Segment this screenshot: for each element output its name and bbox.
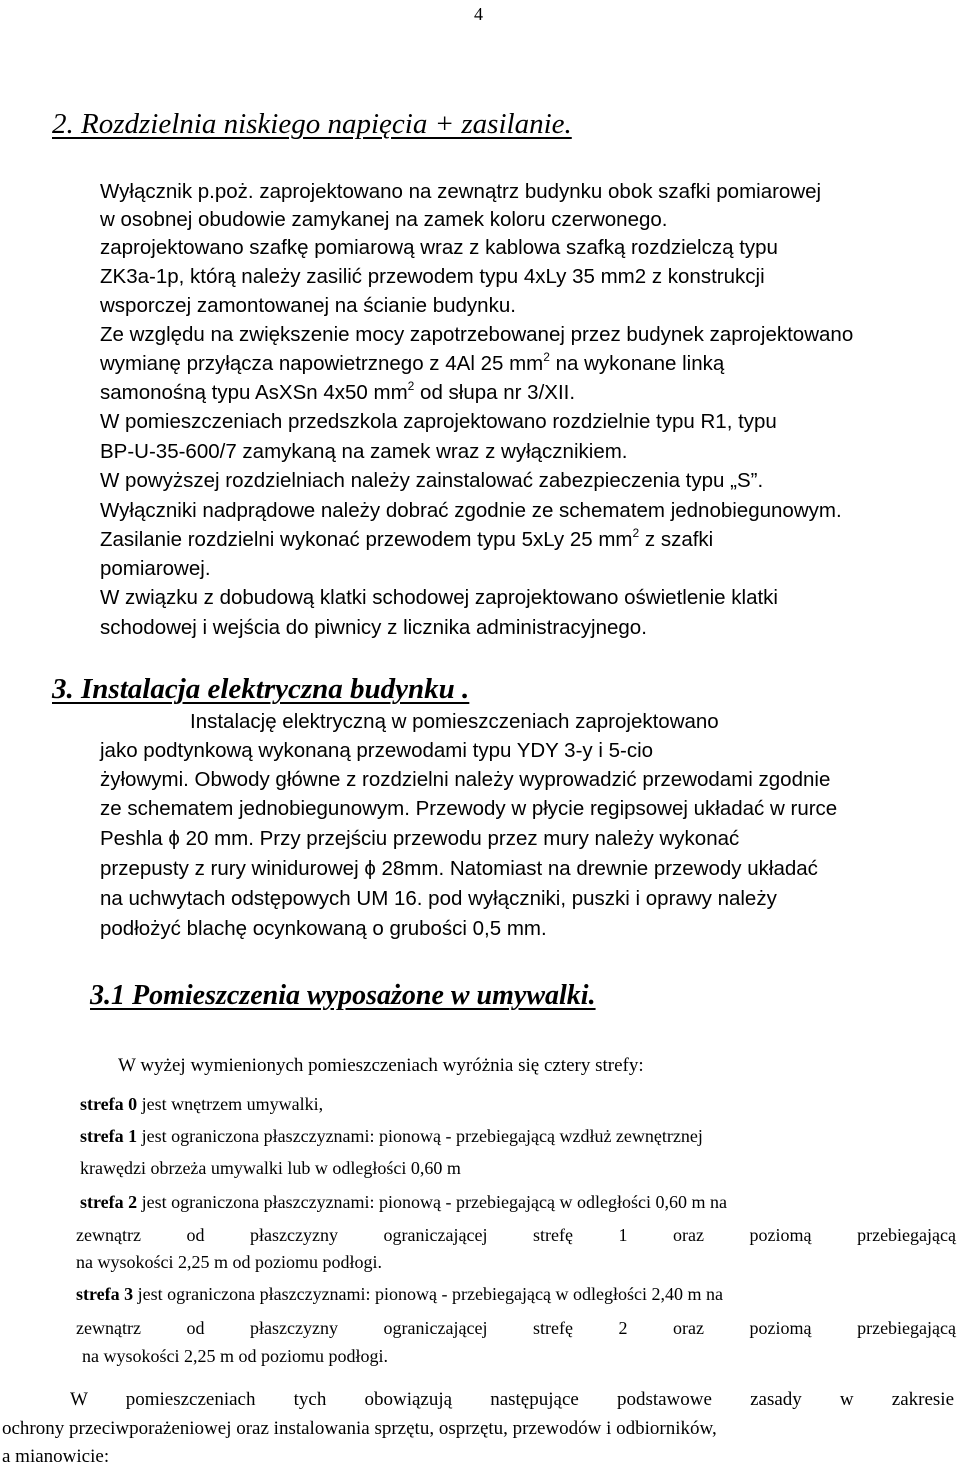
section-2-heading: 2. Rozdzielnia niskiego napięcia + zasilanie. bbox=[52, 108, 572, 140]
text-span: jest wnętrzem umywalki, bbox=[137, 1094, 324, 1114]
paragraph-line bbox=[100, 827, 739, 851]
paragraph-line: ze schematem jednobiegunowym. Przewody w płycie regipsowej układać w rurce bbox=[100, 797, 838, 820]
paragraph-line: wsporczej zamontowanej na ścianie budynku. bbox=[100, 294, 516, 317]
text-span: na wykonane linką bbox=[549, 352, 725, 375]
text-span: 20 mm. Przy przejściu przewodu przez mury należy wykonać bbox=[179, 827, 740, 850]
text-span: jest ograniczona płaszczyznami: pionową - przebiegającą w odległości 2,40 m na bbox=[133, 1284, 723, 1304]
paragraph-line: pomiarowej. bbox=[100, 557, 211, 580]
paragraph-line: ZK3a-1p, którą należy zasilić przewodem typu 4xLy 35 mm2 z konstrukcji bbox=[100, 265, 765, 288]
paragraph-line: na wysokości 2,25 m od poziomu podłogi. bbox=[82, 1346, 388, 1366]
paragraph-line: Wyłącznik p.poż. zaprojektowano na zewnątrz budynku obok szafki pomiarowej bbox=[100, 180, 822, 203]
zone-0-line bbox=[80, 1094, 323, 1115]
superscript: 2 bbox=[543, 350, 550, 364]
paragraph-line: a mianowicie: bbox=[2, 1446, 110, 1467]
text-span: Peshla bbox=[100, 827, 169, 850]
paragraph-line bbox=[100, 857, 818, 881]
paragraph-line: zewnątrz od płaszczyzny ograniczającej strefę 1 oraz poziomą przebiegającą bbox=[76, 1225, 956, 1245]
section-3-1-heading: 3.1 Pomieszczenia wyposażone w umywalki. bbox=[90, 980, 596, 1011]
superscript: 2 bbox=[632, 526, 640, 540]
paragraph-line: W pomieszczeniach tych obowiązują następujące podstawowe zasady w zakresie bbox=[70, 1389, 954, 1410]
zone-label: strefa 3 bbox=[76, 1284, 134, 1304]
text-span: 28mm. Natomiast na drewnie przewody układać bbox=[375, 857, 818, 880]
paragraph-line: krawędzi obrzeża umywalki lub w odległości 0,60 m bbox=[80, 1158, 461, 1178]
text-span: Zasilanie rozdzielni wykonać przewodem typu 5xLy 25 mm bbox=[100, 528, 633, 551]
zone-1-line bbox=[80, 1126, 703, 1147]
zone-label: strefa 1 bbox=[80, 1126, 138, 1146]
paragraph-line: w osobnej obudowie zamykanej na zamek koloru czerwonego. bbox=[100, 208, 668, 231]
paragraph-line: na uchwytach odstępowych UM 16. pod wyłączniki, puszki i oprawy należy bbox=[100, 887, 777, 910]
text-span: przepusty z rury winidurowej bbox=[100, 857, 365, 880]
text-span: samonośną typu AsXSn 4x50 mm bbox=[100, 381, 408, 404]
page-number: 4 bbox=[474, 4, 483, 24]
paragraph-line: jako podtynkową wykonaną przewodami typu YDY 3-y i 5-cio bbox=[100, 739, 654, 762]
paragraph-line bbox=[100, 352, 724, 376]
paragraph-line: Instalację elektryczną w pomieszczeniach zaprojektowano bbox=[190, 710, 719, 733]
paragraph-line: W pomieszczeniach przedszkola zaprojektowano rozdzielnie typu R1, typu bbox=[100, 410, 777, 433]
paragraph-line: W wyżej wymienionych pomieszczeniach wyróżnia się cztery strefy: bbox=[118, 1055, 644, 1076]
paragraph-line: Wyłączniki nadprądowe należy dobrać zgodnie ze schematem jednobiegunowym. bbox=[100, 499, 842, 522]
paragraph-line bbox=[100, 528, 713, 552]
section-3-heading: 3. Instalacja elektryczna budynku . bbox=[52, 673, 470, 705]
text-span: z szafki bbox=[639, 528, 714, 551]
superscript: 2 bbox=[407, 379, 415, 393]
paragraph-line: podłożyć blachę ocynkowaną o grubości 0,5 mm. bbox=[100, 917, 547, 940]
paragraph-line: W powyższej rozdzielniach należy zainstalować zabezpieczenia typu „S”. bbox=[100, 469, 764, 492]
zone-3-line bbox=[76, 1284, 723, 1305]
paragraph-line: zewnątrz od płaszczyzny ograniczającej strefę 2 oraz poziomą przebiegającą bbox=[76, 1318, 956, 1338]
paragraph-line: ochrony przeciwporażeniowej oraz instalowania sprzętu, osprzętu, przewodów i odbiorników, bbox=[2, 1418, 717, 1439]
paragraph-line bbox=[100, 381, 575, 405]
zone-label: strefa 2 bbox=[80, 1192, 138, 1212]
zone-2-line bbox=[80, 1192, 727, 1213]
paragraph-line: schodowej i wejścia do piwnicy z licznika administracyjnego. bbox=[100, 616, 647, 639]
text-span: od słupa nr 3/XII. bbox=[414, 381, 576, 404]
text-span: jest ograniczona płaszczyznami: pionową - przebiegającą wzdłuż zewnętrznej bbox=[137, 1126, 703, 1146]
zone-label: strefa 0 bbox=[80, 1094, 138, 1114]
phi-symbol: ϕ bbox=[364, 857, 376, 880]
text-span: wymianę przyłącza napowietrznego z 4Al 25 mm bbox=[100, 352, 544, 375]
text-span: jest ograniczona płaszczyznami: pionową - przebiegającą w odległości 0,60 m na bbox=[137, 1192, 727, 1212]
phi-symbol: ϕ bbox=[168, 827, 180, 850]
paragraph-line: BP-U-35-600/7 zamykaną na zamek wraz z wyłącznikiem. bbox=[100, 440, 628, 463]
paragraph-line: W związku z dobudową klatki schodowej zaprojektowano oświetlenie klatki bbox=[100, 586, 778, 609]
paragraph-line: żyłowymi. Obwody główne z rozdzielni należy wyprowadzić przewodami zgodnie bbox=[100, 768, 831, 791]
paragraph-line: na wysokości 2,25 m od poziomu podłogi. bbox=[76, 1252, 382, 1272]
paragraph-line: Ze względu na zwiększenie mocy zapotrzebowanej przez budynek zaprojektowano bbox=[100, 323, 854, 346]
paragraph-line: zaprojektowano szafkę pomiarową wraz z kablowa szafką rozdzielczą typu bbox=[100, 236, 778, 259]
